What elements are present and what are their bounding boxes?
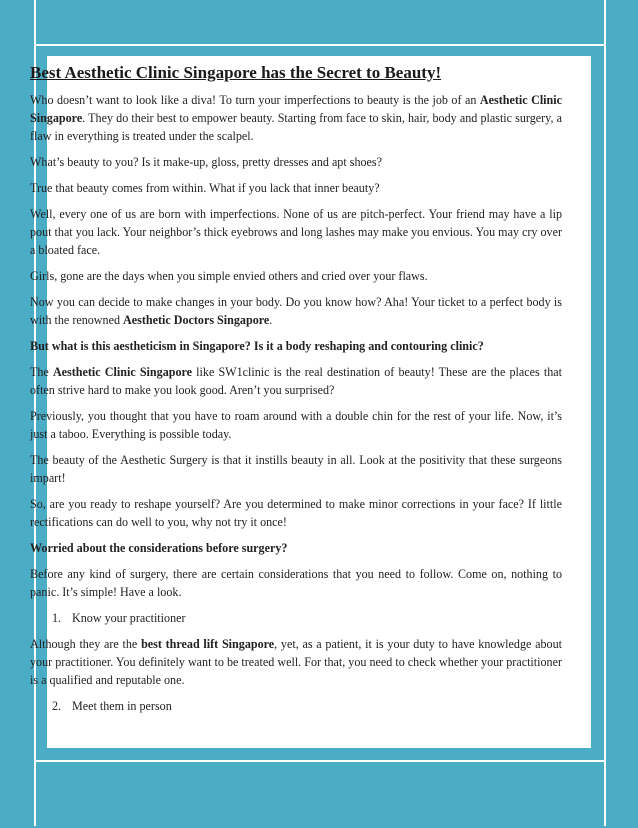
paragraph: Before any kind of surgery, there are certain considerations that you need to follow. Come on, nothing to panic. It’s simple! Have a look. bbox=[30, 567, 562, 599]
paragraph: What’s beauty to you? Is it make-up, gloss, pretty dresses and apt shoes? bbox=[30, 155, 382, 169]
bold-text: Aesthetic Clinic Singapore bbox=[30, 93, 562, 125]
bold-text: Aesthetic Doctors Singapore bbox=[123, 313, 270, 327]
text: The bbox=[30, 365, 53, 379]
paragraph: Previously, you thought that you have to roam around with a double chin for the rest of your life. Now, it’s just a taboo. Everything is possible today. bbox=[30, 409, 562, 441]
paragraph: True that beauty comes from within. What if you lack that inner beauty? bbox=[30, 181, 380, 195]
top-border-band bbox=[0, 0, 638, 46]
bold-text: best thread lift Singapore bbox=[141, 637, 275, 651]
list-text: Know your practitioner bbox=[72, 611, 186, 625]
bottom-border-band bbox=[0, 760, 638, 828]
text: , yet, as a patient, it is your duty to have knowledge about your practitioner. You definitely want to be treated well. For that, you need to check whether your practitioner is a qualified and reputable one. bbox=[30, 637, 562, 687]
list-number: 2. bbox=[52, 699, 62, 713]
document-content bbox=[30, 63, 562, 723]
bold-text: Aesthetic Clinic Singapore bbox=[52, 365, 193, 379]
right-border-column bbox=[604, 0, 638, 826]
text: like SW1clinic is the real destination of beauty! These are the places that often strive hard to make you look good. Aren’t you surprised? bbox=[30, 365, 562, 397]
paragraph: Girls, gone are the days when you simple envied others and cried over your flaws. bbox=[30, 269, 428, 283]
paragraph bbox=[30, 363, 562, 399]
text: . bbox=[269, 313, 273, 327]
text: Now you can decide to make changes in your body. Do you know how? Aha! Your ticket to a perfect body is with the renowned bbox=[30, 295, 562, 327]
document-title: Best Aesthetic Clinic Singapore has the Secret to Beauty! bbox=[30, 63, 442, 82]
list-item bbox=[30, 697, 562, 715]
paragraph bbox=[30, 635, 562, 689]
text: . They do their best to empower beauty. Starting from face to skin, hair, body and plastic surgery, a flaw in everything is treated under the scalpel. bbox=[30, 111, 562, 143]
section-heading: But what is this aestheticism in Singapore? Is it a body reshaping and contouring clinic? bbox=[30, 339, 484, 353]
list-text: Meet them in person bbox=[72, 699, 172, 713]
paragraph: So, are you ready to reshape yourself? Are you determined to make minor corrections in your face? If little rectifications can do well to you, why not try it once! bbox=[30, 497, 562, 529]
paragraph: Well, every one of us are born with imperfections. None of us are pitch-perfect. Your friend may have a lip pout that you lack. Your neighbor’s thick eyebrows and long lashes may make you envious. You may cry over a bloated face. bbox=[30, 207, 562, 257]
section-heading: Worried about the considerations before surgery? bbox=[30, 541, 288, 555]
paragraph: The beauty of the Aesthetic Surgery is that it instills beauty in all. Look at the positivity that these surgeons impart! bbox=[30, 453, 562, 485]
paragraph bbox=[30, 293, 562, 329]
text: Although they are the bbox=[30, 637, 142, 651]
paragraph bbox=[30, 91, 562, 145]
list-number: 1. bbox=[52, 611, 62, 625]
text: Who doesn’t want to look like a diva! To turn your imperfections to beauty is the job of an bbox=[30, 93, 480, 107]
list-item bbox=[30, 609, 562, 627]
